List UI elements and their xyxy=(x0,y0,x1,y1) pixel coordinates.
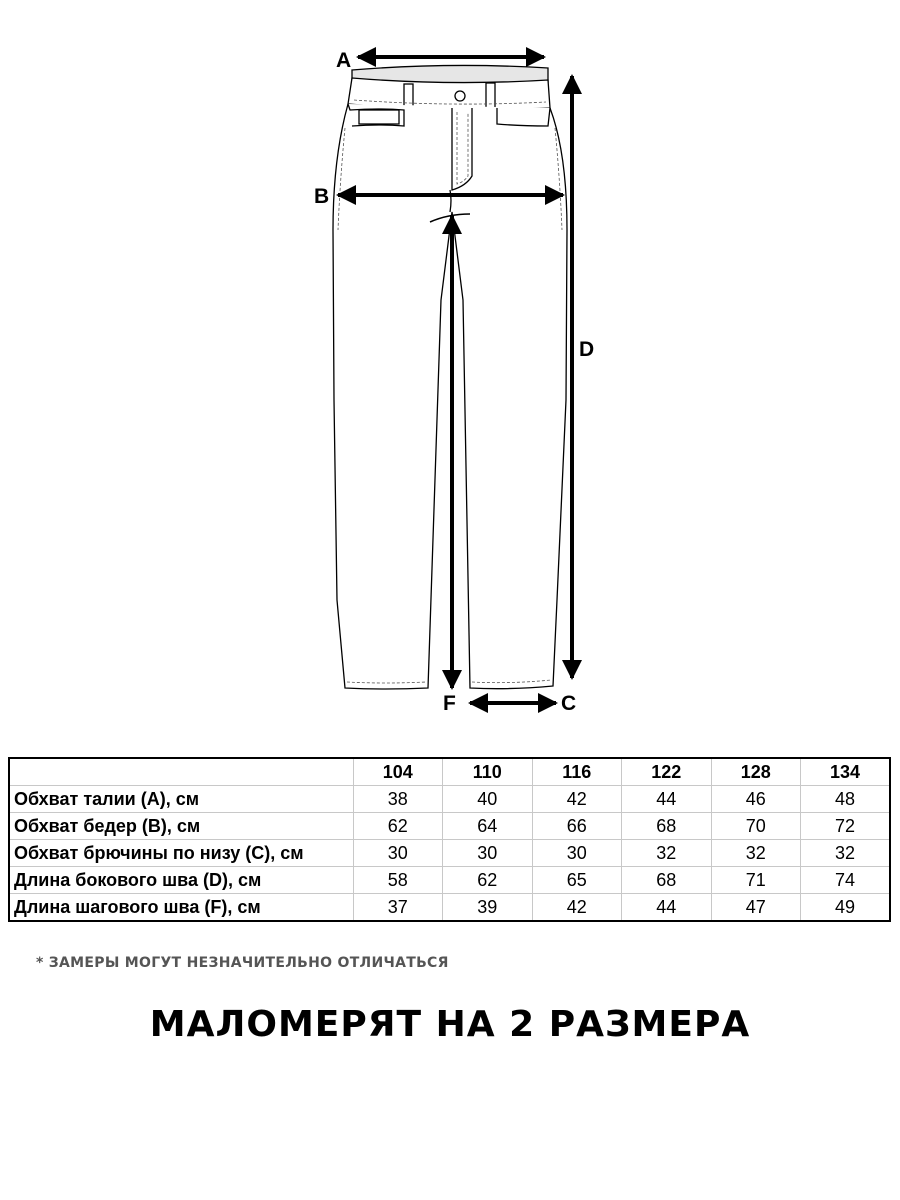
table-cell: 30 xyxy=(353,840,443,867)
header-corner xyxy=(9,758,353,786)
label-b: B xyxy=(314,185,330,208)
label-d: D xyxy=(579,338,595,361)
table-cell: 32 xyxy=(711,840,801,867)
table-cell: 72 xyxy=(801,813,891,840)
table-cell: 65 xyxy=(532,867,622,894)
table-row xyxy=(9,786,890,813)
table-cell: 42 xyxy=(532,786,622,813)
table-cell: 44 xyxy=(622,894,712,922)
table-cell: 32 xyxy=(622,840,712,867)
table-cell: 70 xyxy=(711,813,801,840)
table-row xyxy=(9,867,890,894)
size-header: 110 xyxy=(443,758,533,786)
row-label: Обхват бедер (В), см xyxy=(9,813,353,840)
label-a: A xyxy=(336,49,352,72)
size-warning-headline: МАЛОМЕРЯТ НА 2 РАЗМЕРА xyxy=(149,1004,751,1045)
table-cell: 71 xyxy=(711,867,801,894)
table-cell: 32 xyxy=(801,840,891,867)
table-cell: 42 xyxy=(532,894,622,922)
label-f: F xyxy=(443,692,456,715)
size-table xyxy=(8,757,891,922)
table-cell: 66 xyxy=(532,813,622,840)
size-header: 134 xyxy=(801,758,891,786)
table-cell: 49 xyxy=(801,894,891,922)
table-cell: 46 xyxy=(711,786,801,813)
row-label: Обхват талии (А), см xyxy=(9,786,353,813)
table-cell: 48 xyxy=(801,786,891,813)
table-cell: 30 xyxy=(443,840,533,867)
row-label: Длина шагового шва (F), см xyxy=(9,894,353,922)
row-label: Длина бокового шва (D), см xyxy=(9,867,353,894)
size-header: 128 xyxy=(711,758,801,786)
table-cell: 64 xyxy=(443,813,533,840)
table-cell: 37 xyxy=(353,894,443,922)
size-header-row xyxy=(9,758,890,786)
size-header: 116 xyxy=(532,758,622,786)
table-row xyxy=(9,840,890,867)
measurement-note: * ЗАМЕРЫ МОГУТ НЕЗНАЧИТЕЛЬНО ОТЛИЧАТЬСЯ xyxy=(36,955,449,971)
table-cell: 39 xyxy=(443,894,533,922)
size-header: 104 xyxy=(353,758,443,786)
table-cell: 68 xyxy=(622,813,712,840)
table-cell: 44 xyxy=(622,786,712,813)
table-cell: 40 xyxy=(443,786,533,813)
table-cell: 58 xyxy=(353,867,443,894)
label-c: C xyxy=(561,692,577,715)
table-cell: 62 xyxy=(353,813,443,840)
table-cell: 30 xyxy=(532,840,622,867)
row-label: Обхват брючины по низу (С), см xyxy=(9,840,353,867)
table-cell: 74 xyxy=(801,867,891,894)
table-row xyxy=(9,813,890,840)
table-cell: 47 xyxy=(711,894,801,922)
table-cell: 68 xyxy=(622,867,712,894)
table-row xyxy=(9,894,890,922)
table-cell: 38 xyxy=(353,786,443,813)
table-cell: 62 xyxy=(443,867,533,894)
size-header: 122 xyxy=(622,758,712,786)
